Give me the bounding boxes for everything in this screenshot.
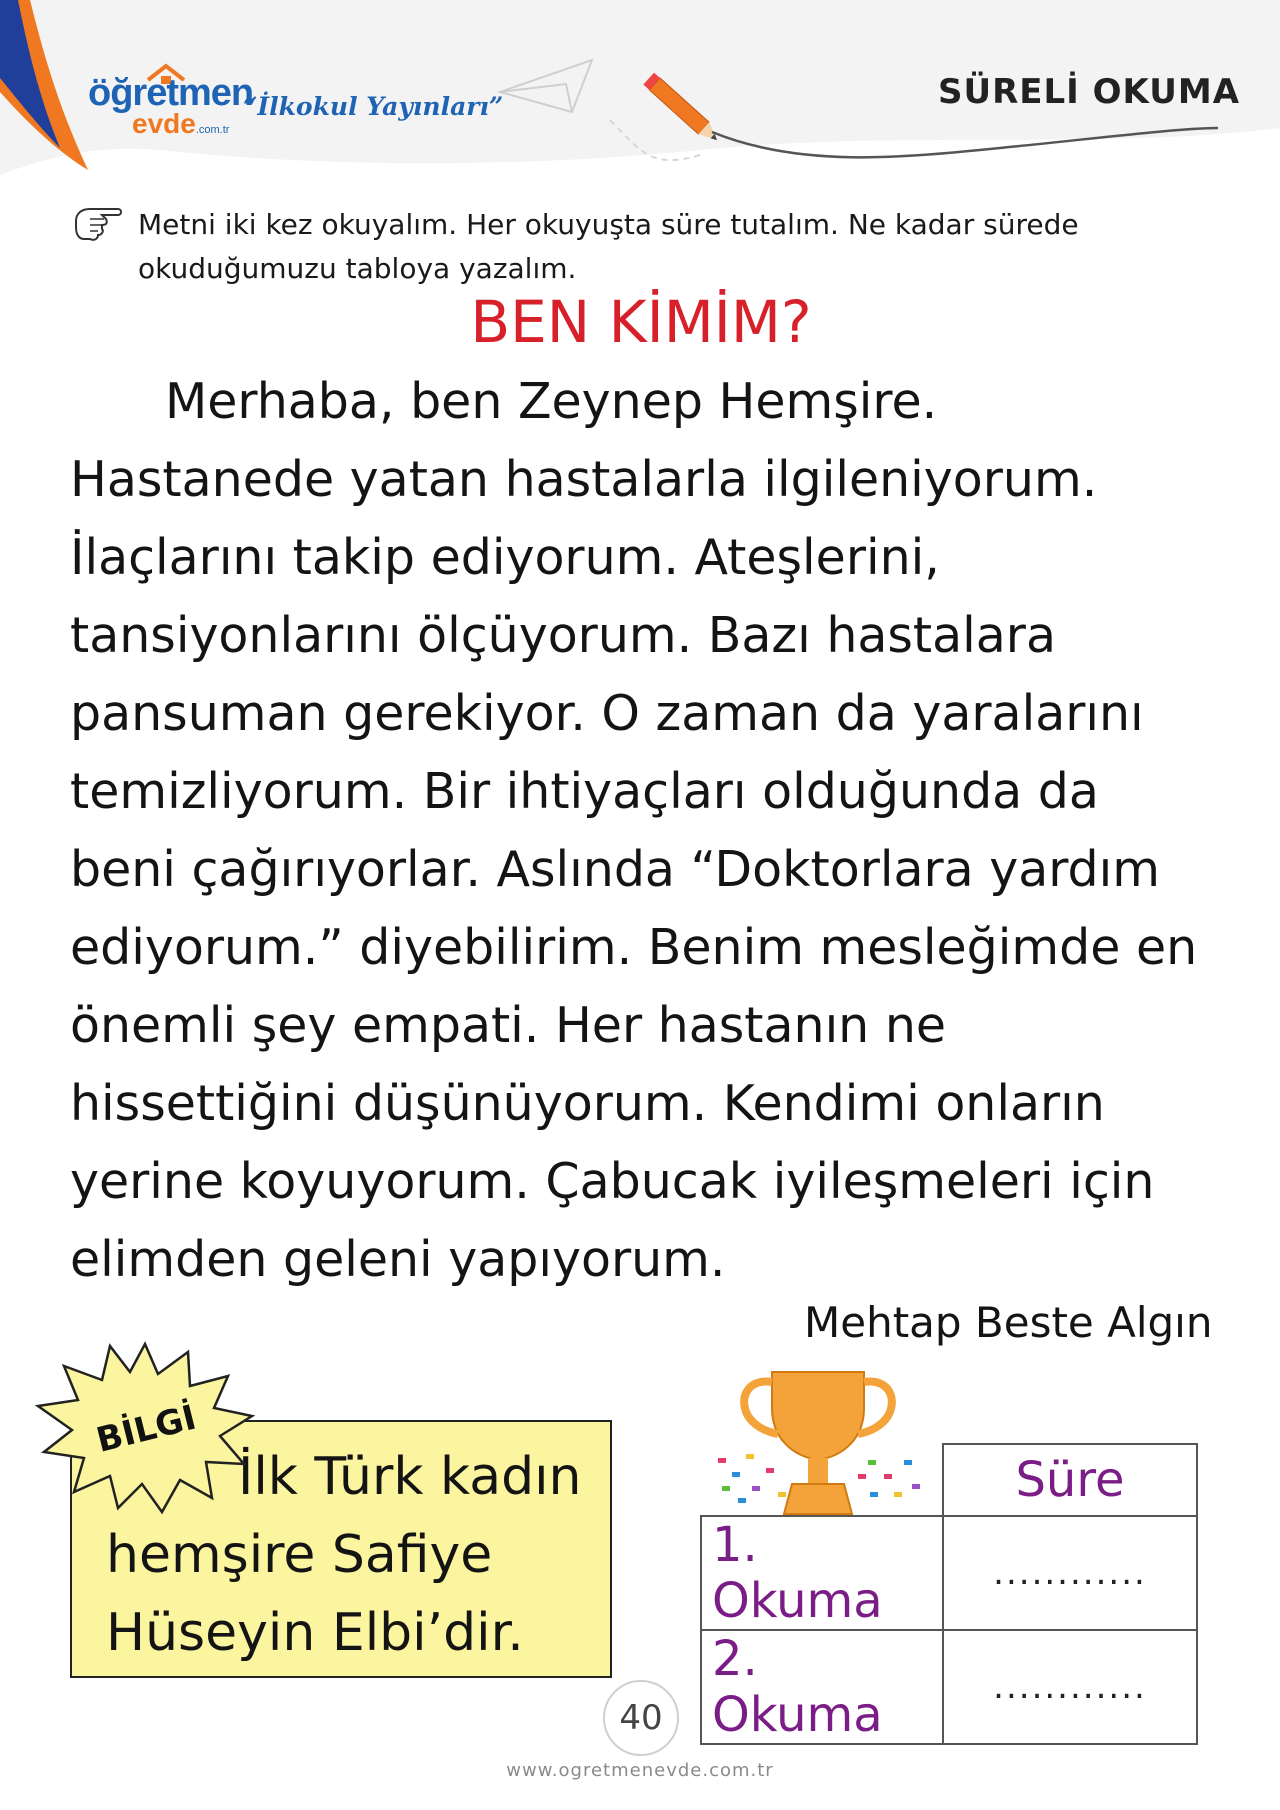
story-line: hissettiğini düşünüyorum. Kendimi onların [70,1075,1105,1132]
info-line: hemşire Safiye [106,1525,493,1585]
story-line: ediyorum.” diyebilirim. Benim mesleğimde en [70,919,1198,976]
story-line: yerine koyuyorum. Çabucak iyileşmeleri için [70,1153,1155,1210]
footer-url: www.ogretmenevde.com.tr [506,1760,774,1781]
info-line: Hüseyin Elbi’dir. [106,1603,524,1663]
story-line: tansiyonlarını ölçüyorum. Bazı hastalara [70,607,1056,664]
story-line: pansuman gerekiyor. O zaman da yaralarını [70,685,1144,742]
info-line: İlk Türk kadın [238,1447,582,1507]
logo-sub-text: evde.com.tr [132,108,230,139]
logo-main-text: öğretmen [88,72,254,114]
table-row [701,1516,1197,1630]
logo-domain-text: .com.tr [195,124,230,136]
story-line: Hastanede yatan hastalarla ilgileniyorum. [70,451,1098,508]
table-row-label: 2. Okuma [701,1630,943,1744]
story-line: beni çağırıyorlar. Aslında “Doktorlara yardım [70,841,1160,898]
publisher-logo [88,72,254,139]
table-empty-cell [701,1444,943,1516]
story-line: temizliyorum. Bir ihtiyaçları olduğunda da [70,763,1099,820]
info-badge-burst [30,1336,260,1516]
instruction-text: Metni iki kez okuyalım. Her okuyuşta süre tutalım. Ne kadar sürede okuduğumuzu tabloya yazalım. [138,208,1079,285]
time-entry-field[interactable]: ............ [943,1630,1197,1744]
publisher-name: “İlkokul Yayınları” [243,92,504,121]
section-title: SÜRELİ OKUMA [938,72,1241,112]
pointing-hand-icon [72,201,124,243]
time-entry-field[interactable]: ............ [943,1516,1197,1630]
story-line: İlaçlarını takip ediyorum. Ateşlerini, [70,529,940,586]
reading-time-table [700,1443,1198,1745]
page-number: 40 [603,1680,679,1756]
story-line: önemli şey empati. Her hastanın ne [70,997,947,1054]
author-name: Mehtap Beste Algın [804,1298,1213,1347]
table-row-label: 1. Okuma [701,1516,943,1630]
table-row [701,1630,1197,1744]
table-header-cell: Süre [943,1444,1197,1516]
story-line: elimden geleni yapıyorum. [70,1231,726,1288]
story-text [70,363,1198,1299]
info-badge-label: BİLGİ [92,1397,201,1461]
story-line: Merhaba, ben Zeynep Hemşire. [165,373,938,430]
table-header-row [701,1444,1197,1516]
story-title: BEN KİMİM? [470,288,812,356]
